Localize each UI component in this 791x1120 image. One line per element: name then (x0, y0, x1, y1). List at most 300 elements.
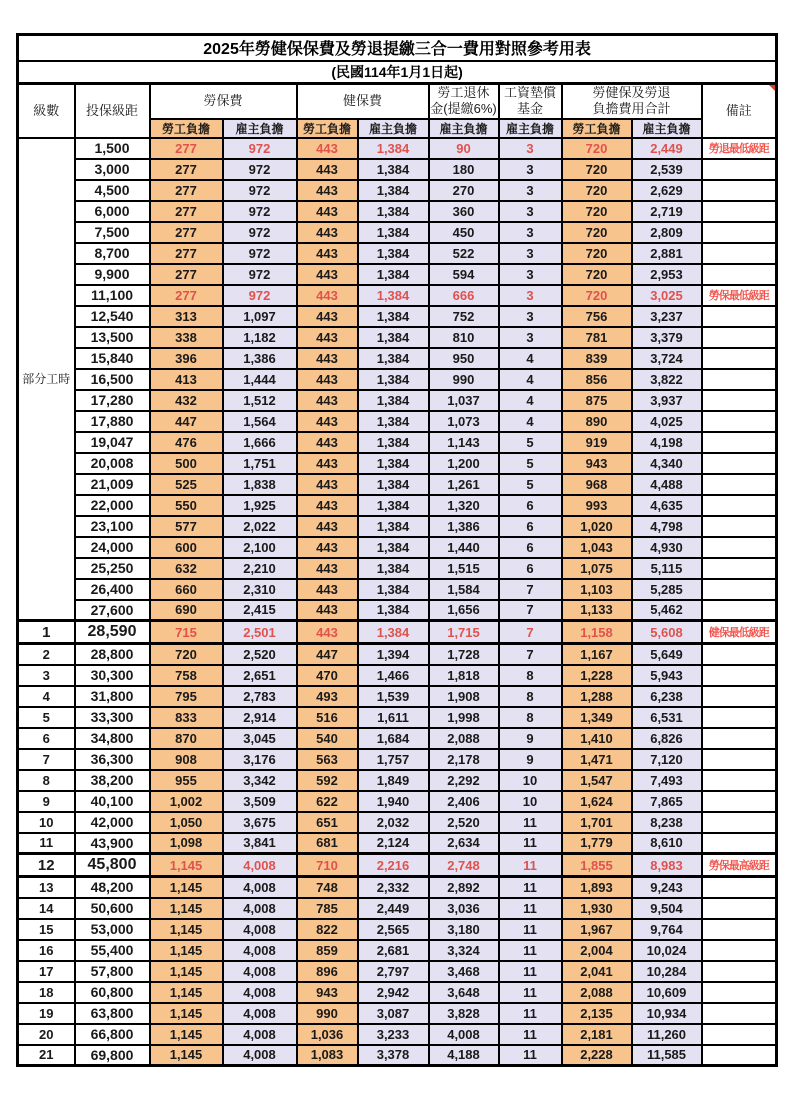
note-cell (702, 348, 777, 369)
table-row (18, 369, 777, 390)
pension-employer-cell: 1,073 (429, 411, 499, 432)
pension-employer-cell: 3,468 (429, 961, 499, 982)
health-fee-employee-cell: 470 (297, 665, 358, 686)
health-fee-employee-cell: 822 (297, 919, 358, 940)
health-fee-employee-cell: 443 (297, 264, 358, 285)
salary-cell: 48,200 (75, 877, 150, 898)
labor-fee-employee-cell: 1,002 (150, 791, 223, 812)
labor-fee-employee-cell: 795 (150, 686, 223, 707)
total-employee-cell: 1,349 (562, 707, 632, 728)
total-employee-cell: 943 (562, 453, 632, 474)
pension-employer-cell: 810 (429, 327, 499, 348)
labor-fee-employer-cell: 972 (223, 180, 297, 201)
table-row (18, 877, 777, 898)
total-employer-cell: 9,243 (632, 877, 702, 898)
labor-fee-employee-cell: 833 (150, 707, 223, 728)
labor-fee-employee-cell: 1,145 (150, 961, 223, 982)
wage-fund-employer-cell: 3 (499, 222, 562, 243)
total-employer-cell: 6,826 (632, 728, 702, 749)
wage-fund-employer-cell: 11 (499, 982, 562, 1003)
salary-cell: 55,400 (75, 940, 150, 961)
total-employee-cell: 1,471 (562, 749, 632, 770)
note-cell (702, 537, 777, 558)
wage-fund-employer-cell: 8 (499, 707, 562, 728)
health-fee-employee-cell: 443 (297, 159, 358, 180)
wage-fund-employer-cell: 3 (499, 327, 562, 348)
salary-cell: 31,800 (75, 686, 150, 707)
health-fee-employer-cell: 2,124 (358, 833, 429, 854)
labor-fee-employee-cell: 277 (150, 264, 223, 285)
labor-fee-employee-cell: 1,098 (150, 833, 223, 854)
total-employee-cell: 720 (562, 180, 632, 201)
labor-fee-employer-cell: 972 (223, 243, 297, 264)
labor-fee-employer-cell: 4,008 (223, 961, 297, 982)
pension-employer-cell: 90 (429, 138, 499, 159)
health-fee-employee-cell: 859 (297, 940, 358, 961)
total-employer-cell: 3,822 (632, 369, 702, 390)
health-fee-employee-cell: 443 (297, 306, 358, 327)
health-fee-employer-cell: 2,032 (358, 812, 429, 833)
table-row (18, 919, 777, 940)
labor-fee-employee-cell: 1,145 (150, 1024, 223, 1045)
pension-employer-cell: 1,440 (429, 537, 499, 558)
title-row (18, 35, 777, 61)
health-fee-employer-cell: 1,849 (358, 770, 429, 791)
salary-cell: 40,100 (75, 791, 150, 812)
salary-cell: 53,000 (75, 919, 150, 940)
salary-cell: 11,100 (75, 285, 150, 306)
labor-fee-employee-cell: 277 (150, 180, 223, 201)
salary-cell: 21,009 (75, 474, 150, 495)
pension-employer-cell: 1,386 (429, 516, 499, 537)
labor-fee-employee-cell: 577 (150, 516, 223, 537)
pension-employer-cell: 3,036 (429, 898, 499, 919)
salary-cell: 20,008 (75, 453, 150, 474)
note-cell (702, 707, 777, 728)
total-employee-cell: 1,103 (562, 579, 632, 600)
total-employee-cell: 1,133 (562, 600, 632, 621)
salary-cell: 42,000 (75, 812, 150, 833)
note-cell (702, 411, 777, 432)
table-row (18, 961, 777, 982)
labor-fee-employer-cell: 2,415 (223, 600, 297, 621)
health-fee-employer-cell: 1,384 (358, 600, 429, 621)
labor-fee-employer-cell: 2,520 (223, 644, 297, 665)
total-employer-cell: 5,285 (632, 579, 702, 600)
salary-cell: 69,800 (75, 1045, 150, 1066)
health-fee-employee-cell: 443 (297, 201, 358, 222)
note-cell (702, 728, 777, 749)
wage-fund-employer-cell: 5 (499, 474, 562, 495)
labor-fee-employer-cell: 4,008 (223, 940, 297, 961)
level-cell: 11 (18, 833, 75, 854)
labor-fee-employer-cell: 4,008 (223, 1003, 297, 1024)
total-employee-cell: 720 (562, 138, 632, 159)
wage-fund-employer-cell: 7 (499, 621, 562, 644)
header-wage-fund (499, 84, 562, 119)
table-row (18, 159, 777, 180)
labor-fee-employee-cell: 525 (150, 474, 223, 495)
total-employee-cell: 856 (562, 369, 632, 390)
total-employee-cell: 1,547 (562, 770, 632, 791)
wage-fund-employer-cell: 5 (499, 432, 562, 453)
pension-employer-cell: 450 (429, 222, 499, 243)
subheader-health-employer: 雇主負擔 (358, 119, 429, 138)
labor-fee-employee-cell: 660 (150, 579, 223, 600)
note-cell (702, 390, 777, 411)
total-employee-cell: 720 (562, 159, 632, 180)
health-fee-employer-cell: 1,384 (358, 201, 429, 222)
note-cell (702, 1024, 777, 1045)
total-employee-cell: 1,855 (562, 854, 632, 877)
labor-fee-employer-cell: 1,182 (223, 327, 297, 348)
salary-cell: 19,047 (75, 432, 150, 453)
level-cell: 2 (18, 644, 75, 665)
total-employer-cell: 6,531 (632, 707, 702, 728)
health-fee-employer-cell: 1,384 (358, 348, 429, 369)
salary-cell: 9,900 (75, 264, 150, 285)
page-subtitle: (民國114年1月1日起) (18, 61, 777, 84)
total-employer-cell: 10,284 (632, 961, 702, 982)
labor-fee-employer-cell: 1,751 (223, 453, 297, 474)
level-cell: 6 (18, 728, 75, 749)
subheader-labor-employer: 雇主負擔 (223, 119, 297, 138)
subheader-total-employee: 勞工負擔 (562, 119, 632, 138)
note-cell (702, 1045, 777, 1066)
health-fee-employer-cell: 1,757 (358, 749, 429, 770)
total-employer-cell: 2,629 (632, 180, 702, 201)
wage-fund-employer-cell: 4 (499, 390, 562, 411)
level-cell: 17 (18, 961, 75, 982)
total-employee-cell: 720 (562, 285, 632, 306)
health-fee-employer-cell: 1,384 (358, 537, 429, 558)
wage-fund-employer-cell: 3 (499, 285, 562, 306)
header-total-line2: 負擔費用合計 (592, 101, 671, 117)
health-fee-employee-cell: 443 (297, 369, 358, 390)
labor-fee-employee-cell: 1,145 (150, 1045, 223, 1066)
table-row (18, 665, 777, 686)
health-fee-employee-cell: 443 (297, 348, 358, 369)
table-row (18, 558, 777, 579)
health-fee-employer-cell: 1,466 (358, 665, 429, 686)
labor-fee-employee-cell: 758 (150, 665, 223, 686)
salary-cell: 43,900 (75, 833, 150, 854)
level-cell: 14 (18, 898, 75, 919)
labor-fee-employee-cell: 338 (150, 327, 223, 348)
pension-employer-cell: 2,748 (429, 854, 499, 877)
health-fee-employee-cell: 443 (297, 390, 358, 411)
wage-fund-employer-cell: 3 (499, 306, 562, 327)
labor-fee-employee-cell: 396 (150, 348, 223, 369)
health-fee-employer-cell: 1,384 (358, 474, 429, 495)
health-fee-employer-cell: 1,394 (358, 644, 429, 665)
total-employee-cell: 919 (562, 432, 632, 453)
note-cell (702, 770, 777, 791)
labor-fee-employee-cell: 908 (150, 749, 223, 770)
total-employer-cell: 5,649 (632, 644, 702, 665)
wage-fund-employer-cell: 11 (499, 1003, 562, 1024)
wage-fund-employer-cell: 6 (499, 537, 562, 558)
labor-fee-employee-cell: 632 (150, 558, 223, 579)
table-row (18, 453, 777, 474)
health-fee-employer-cell: 2,449 (358, 898, 429, 919)
pension-employer-cell: 1,143 (429, 432, 499, 453)
total-employee-cell: 1,779 (562, 833, 632, 854)
pension-employer-cell: 1,037 (429, 390, 499, 411)
table-row (18, 327, 777, 348)
total-employer-cell: 8,983 (632, 854, 702, 877)
health-fee-employee-cell: 443 (297, 180, 358, 201)
table-row (18, 1003, 777, 1024)
total-employer-cell: 10,024 (632, 940, 702, 961)
health-fee-employer-cell: 1,384 (358, 264, 429, 285)
health-fee-employee-cell: 443 (297, 222, 358, 243)
health-fee-employee-cell: 443 (297, 138, 358, 159)
labor-fee-employer-cell: 972 (223, 285, 297, 306)
pension-employer-cell: 666 (429, 285, 499, 306)
wage-fund-employer-cell: 5 (499, 453, 562, 474)
page-title: 2025年勞健保保費及勞退提繳三合一費用對照參考用表 (18, 35, 777, 61)
labor-fee-employer-cell: 2,914 (223, 707, 297, 728)
health-fee-employer-cell: 3,233 (358, 1024, 429, 1045)
subheader-health-employee: 勞工負擔 (297, 119, 358, 138)
salary-cell: 27,600 (75, 600, 150, 621)
total-employer-cell: 2,539 (632, 159, 702, 180)
wage-fund-employer-cell: 6 (499, 495, 562, 516)
total-employer-cell: 4,635 (632, 495, 702, 516)
wage-fund-employer-cell: 6 (499, 516, 562, 537)
pension-employer-cell: 1,818 (429, 665, 499, 686)
labor-fee-employee-cell: 277 (150, 159, 223, 180)
table-row (18, 898, 777, 919)
health-fee-employer-cell: 1,384 (358, 390, 429, 411)
labor-fee-employee-cell: 277 (150, 138, 223, 159)
health-fee-employer-cell: 1,384 (358, 138, 429, 159)
note-cell (702, 898, 777, 919)
header-total-line1: 勞健保及勞退 (592, 85, 671, 100)
note-cell (702, 243, 777, 264)
salary-cell: 6,000 (75, 201, 150, 222)
header-pension-line1: 勞工退休 (437, 85, 490, 100)
labor-fee-employee-cell: 690 (150, 600, 223, 621)
pension-employer-cell: 1,584 (429, 579, 499, 600)
note-cell (702, 919, 777, 940)
total-employee-cell: 720 (562, 264, 632, 285)
wage-fund-employer-cell: 11 (499, 877, 562, 898)
pension-employer-cell: 2,892 (429, 877, 499, 898)
health-fee-employer-cell: 2,681 (358, 940, 429, 961)
total-employer-cell: 9,504 (632, 898, 702, 919)
salary-cell: 23,100 (75, 516, 150, 537)
wage-fund-employer-cell: 9 (499, 728, 562, 749)
table-row (18, 495, 777, 516)
labor-fee-employer-cell: 4,008 (223, 877, 297, 898)
total-employer-cell: 4,340 (632, 453, 702, 474)
header-pension (429, 84, 499, 119)
labor-fee-employer-cell: 1,444 (223, 369, 297, 390)
header-level: 級數 (18, 84, 75, 138)
level-cell: 18 (18, 982, 75, 1003)
total-employee-cell: 1,075 (562, 558, 632, 579)
health-fee-employee-cell: 651 (297, 812, 358, 833)
total-employer-cell: 3,937 (632, 390, 702, 411)
labor-fee-employer-cell: 972 (223, 264, 297, 285)
health-fee-employer-cell: 2,565 (358, 919, 429, 940)
labor-fee-employee-cell: 1,145 (150, 898, 223, 919)
header-note-label: 備註 (725, 102, 752, 118)
total-employee-cell: 1,288 (562, 686, 632, 707)
labor-fee-employer-cell: 3,342 (223, 770, 297, 791)
pension-employer-cell: 2,406 (429, 791, 499, 812)
note-cell: 勞保最高級距 (702, 854, 777, 877)
total-employer-cell: 5,943 (632, 665, 702, 686)
labor-fee-employer-cell: 1,925 (223, 495, 297, 516)
total-employer-cell: 7,865 (632, 791, 702, 812)
wage-fund-employer-cell: 3 (499, 243, 562, 264)
labor-fee-employer-cell: 972 (223, 201, 297, 222)
health-fee-employer-cell: 1,384 (358, 180, 429, 201)
total-employer-cell: 3,237 (632, 306, 702, 327)
table-row (18, 940, 777, 961)
subheader-labor-employee: 勞工負擔 (150, 119, 223, 138)
total-employer-cell: 4,488 (632, 474, 702, 495)
level-cell: 1 (18, 621, 75, 644)
health-fee-employee-cell: 443 (297, 516, 358, 537)
total-employee-cell: 1,893 (562, 877, 632, 898)
table-row (18, 516, 777, 537)
labor-fee-employer-cell: 4,008 (223, 898, 297, 919)
wage-fund-employer-cell: 9 (499, 749, 562, 770)
health-fee-employer-cell: 1,539 (358, 686, 429, 707)
total-employee-cell: 2,228 (562, 1045, 632, 1066)
total-employer-cell: 2,719 (632, 201, 702, 222)
health-fee-employee-cell: 443 (297, 579, 358, 600)
labor-fee-employer-cell: 2,310 (223, 579, 297, 600)
note-cell (702, 877, 777, 898)
total-employer-cell: 8,610 (632, 833, 702, 854)
health-fee-employee-cell: 785 (297, 898, 358, 919)
health-fee-employee-cell: 990 (297, 1003, 358, 1024)
labor-fee-employer-cell: 3,045 (223, 728, 297, 749)
table-row (18, 791, 777, 812)
total-employee-cell: 2,004 (562, 940, 632, 961)
pension-employer-cell: 1,515 (429, 558, 499, 579)
note-cell (702, 222, 777, 243)
table-row (18, 1024, 777, 1045)
total-employer-cell: 4,930 (632, 537, 702, 558)
wage-fund-employer-cell: 11 (499, 898, 562, 919)
health-fee-employee-cell: 563 (297, 749, 358, 770)
note-cell (702, 940, 777, 961)
health-fee-employee-cell: 943 (297, 982, 358, 1003)
labor-fee-employer-cell: 2,100 (223, 537, 297, 558)
total-employer-cell: 3,379 (632, 327, 702, 348)
total-employer-cell: 4,798 (632, 516, 702, 537)
salary-cell: 50,600 (75, 898, 150, 919)
health-fee-employer-cell: 3,378 (358, 1045, 429, 1066)
total-employee-cell: 2,135 (562, 1003, 632, 1024)
labor-fee-employer-cell: 3,176 (223, 749, 297, 770)
pension-employer-cell: 522 (429, 243, 499, 264)
health-fee-employer-cell: 2,216 (358, 854, 429, 877)
table-row (18, 537, 777, 558)
wage-fund-employer-cell: 8 (499, 665, 562, 686)
labor-fee-employee-cell: 550 (150, 495, 223, 516)
health-fee-employee-cell: 592 (297, 770, 358, 791)
labor-fee-employer-cell: 972 (223, 159, 297, 180)
note-cell (702, 558, 777, 579)
note-cell (702, 201, 777, 222)
table-row (18, 222, 777, 243)
health-fee-employer-cell: 1,384 (358, 516, 429, 537)
pension-employer-cell: 2,178 (429, 749, 499, 770)
total-employee-cell: 2,181 (562, 1024, 632, 1045)
header-salary: 投保級距 (75, 84, 150, 138)
table-row (18, 621, 777, 644)
salary-cell: 63,800 (75, 1003, 150, 1024)
labor-fee-employer-cell: 972 (223, 138, 297, 159)
labor-fee-employee-cell: 277 (150, 222, 223, 243)
health-fee-employer-cell: 2,942 (358, 982, 429, 1003)
total-employee-cell: 1,967 (562, 919, 632, 940)
pension-employer-cell: 3,324 (429, 940, 499, 961)
labor-fee-employer-cell: 2,651 (223, 665, 297, 686)
table-row (18, 411, 777, 432)
labor-fee-employer-cell: 4,008 (223, 1045, 297, 1066)
labor-fee-employee-cell: 715 (150, 621, 223, 644)
header-note (702, 84, 777, 138)
labor-fee-employee-cell: 1,145 (150, 1003, 223, 1024)
total-employer-cell: 3,025 (632, 285, 702, 306)
labor-fee-employee-cell: 313 (150, 306, 223, 327)
health-fee-employee-cell: 516 (297, 707, 358, 728)
health-fee-employer-cell: 1,384 (358, 159, 429, 180)
labor-fee-employee-cell: 500 (150, 453, 223, 474)
note-cell: 健保最低級距 (702, 621, 777, 644)
salary-cell: 25,250 (75, 558, 150, 579)
table-row (18, 432, 777, 453)
health-fee-employer-cell: 1,384 (358, 579, 429, 600)
note-cell (702, 306, 777, 327)
health-fee-employer-cell: 1,384 (358, 453, 429, 474)
health-fee-employer-cell: 1,384 (358, 306, 429, 327)
salary-cell: 17,880 (75, 411, 150, 432)
total-employer-cell: 5,115 (632, 558, 702, 579)
level-cell: 20 (18, 1024, 75, 1045)
health-fee-employee-cell: 443 (297, 411, 358, 432)
level-cell: 8 (18, 770, 75, 791)
labor-fee-employee-cell: 447 (150, 411, 223, 432)
labor-fee-employer-cell: 2,022 (223, 516, 297, 537)
note-cell (702, 812, 777, 833)
table-row (18, 180, 777, 201)
health-fee-employer-cell: 1,384 (358, 558, 429, 579)
level-cell: 7 (18, 749, 75, 770)
pension-employer-cell: 3,648 (429, 982, 499, 1003)
total-employer-cell: 10,934 (632, 1003, 702, 1024)
labor-fee-employee-cell: 1,145 (150, 919, 223, 940)
labor-fee-employer-cell: 972 (223, 222, 297, 243)
pension-employer-cell: 1,998 (429, 707, 499, 728)
level-cell: 15 (18, 919, 75, 940)
total-employee-cell: 1,228 (562, 665, 632, 686)
health-fee-employee-cell: 443 (297, 453, 358, 474)
health-fee-employee-cell: 622 (297, 791, 358, 812)
pension-employer-cell: 360 (429, 201, 499, 222)
subtitle-row (18, 61, 777, 84)
pension-employer-cell: 180 (429, 159, 499, 180)
labor-fee-employer-cell: 1,097 (223, 306, 297, 327)
